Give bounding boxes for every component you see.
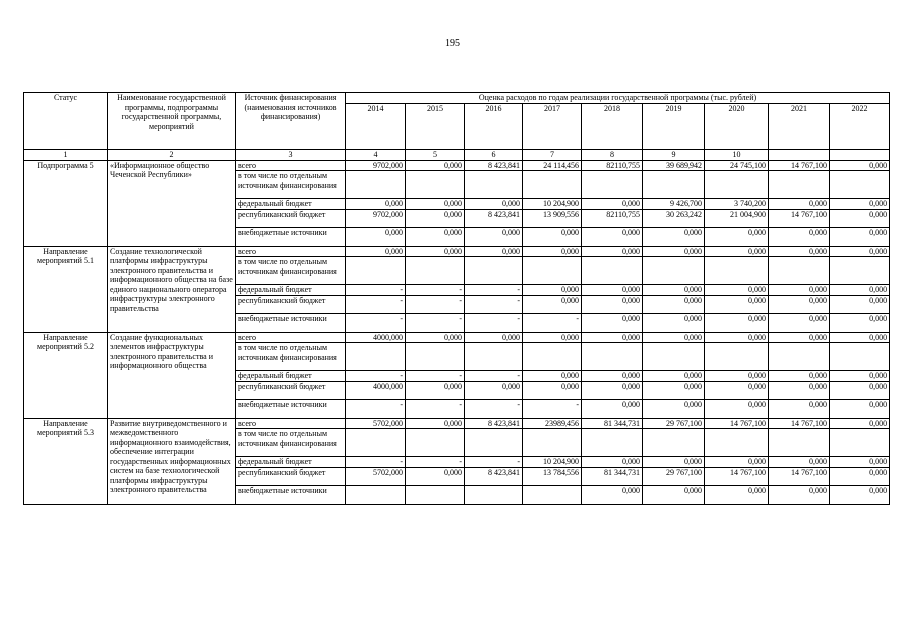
funding-source: в том числе по отдельным источникам финансирования [236,257,346,285]
amount-cell: 0,000 [465,199,523,210]
amount-cell: 0,000 [406,418,465,429]
amount-cell: 0,000 [830,160,890,171]
amount-cell: 0,000 [582,313,643,332]
amount-cell: 0,000 [830,418,890,429]
amount-cell [346,485,406,504]
amount-cell [769,343,830,371]
amount-cell [643,343,705,371]
amount-cell: 14 767,100 [769,160,830,171]
amount-cell: 0,000 [769,227,830,246]
funding-source: федеральный бюджет [236,199,346,210]
funding-source: всего [236,332,346,343]
amount-cell: - [346,399,406,418]
amount-cell: 0,000 [523,371,582,382]
amount-cell [582,257,643,285]
amount-cell [830,429,890,457]
table-row [24,418,890,429]
amount-cell: 3 740,200 [705,199,769,210]
amount-cell: - [465,285,523,296]
amount-cell: - [465,457,523,468]
amount-cell: 0,000 [406,381,465,399]
header-year: 2014 [346,103,406,150]
funding-source: республиканский бюджет [236,467,346,485]
column-number [769,150,830,161]
amount-cell [523,257,582,285]
amount-cell [643,429,705,457]
funding-source: в том числе по отдельным источникам финансирования [236,171,346,199]
amount-cell: 9702,000 [346,209,406,227]
amount-cell: 0,000 [523,332,582,343]
column-number: 8 [582,150,643,161]
amount-cell: - [465,313,523,332]
amount-cell: 13 784,556 [523,467,582,485]
amount-cell: 0,000 [643,332,705,343]
amount-cell: 0,000 [769,485,830,504]
header-year: 2019 [643,103,705,150]
amount-cell: 30 263,242 [643,209,705,227]
table-row [24,246,890,257]
amount-cell: - [465,399,523,418]
funding-source: внебюджетные источники [236,313,346,332]
amount-cell [465,485,523,504]
amount-cell: 23989,456 [523,418,582,429]
amount-cell: 0,000 [705,485,769,504]
amount-cell: 0,000 [769,313,830,332]
header-year: 2021 [769,103,830,150]
funding-source: федеральный бюджет [236,285,346,296]
amount-cell: 10 204,900 [523,457,582,468]
amount-cell: 0,000 [523,227,582,246]
amount-cell: 0,000 [769,399,830,418]
amount-cell: 0,000 [830,381,890,399]
amount-cell: 0,000 [830,295,890,313]
amount-cell: 4000,000 [346,381,406,399]
amount-cell: 9702,000 [346,160,406,171]
amount-cell: - [523,313,582,332]
amount-cell: 0,000 [705,295,769,313]
amount-cell: 0,000 [830,285,890,296]
header-year: 2020 [705,103,769,150]
amount-cell: 0,000 [705,246,769,257]
amount-cell: 5702,000 [346,418,406,429]
table-row [24,160,890,171]
amount-cell [582,171,643,199]
amount-cell: 0,000 [582,246,643,257]
header-status: Статус [24,93,108,150]
amount-cell: 81 344,731 [582,418,643,429]
amount-cell: 10 204,900 [523,199,582,210]
amount-cell: 0,000 [769,381,830,399]
amount-cell: 0,000 [465,381,523,399]
amount-cell: 0,000 [582,285,643,296]
amount-cell: 0,000 [465,246,523,257]
amount-cell: 0,000 [582,399,643,418]
section-name: Создание функциональных элементов инфраструктуры электронного правительства и информационного общества [108,332,236,418]
amount-cell: 0,000 [830,457,890,468]
header-year: 2022 [830,103,890,150]
amount-cell: - [346,371,406,382]
amount-cell: 0,000 [769,199,830,210]
section-name: Развитие внутриведомственного и межведомственного информационного взаимодействия, обеспечение интеграции государственных информационных систем на базе технологической платформы инфраструктуры электронного правительства [108,418,236,504]
amount-cell [346,171,406,199]
amount-cell: 0,000 [582,381,643,399]
section-status: Направление мероприятий 5.2 [24,332,108,418]
amount-cell [582,429,643,457]
amount-cell: 0,000 [705,399,769,418]
column-number: 10 [705,150,769,161]
header-year: 2017 [523,103,582,150]
funding-source: республиканский бюджет [236,381,346,399]
amount-cell: 0,000 [830,246,890,257]
amount-cell: - [406,313,465,332]
column-number: 7 [523,150,582,161]
amount-cell: 0,000 [769,332,830,343]
table-row [24,332,890,343]
funding-source: федеральный бюджет [236,371,346,382]
amount-cell: 0,000 [830,485,890,504]
amount-cell [769,257,830,285]
amount-cell [830,257,890,285]
amount-cell: 0,000 [582,227,643,246]
amount-cell: 82110,755 [582,160,643,171]
amount-cell: 24 114,456 [523,160,582,171]
amount-cell: 0,000 [830,209,890,227]
section-name: Создание технологической платформы инфраструктуры электронного правительства и информационного общества на базе единого национального оператора инфраструктуры электронного правительства [108,246,236,332]
amount-cell: 0,000 [406,199,465,210]
header-estimate: Оценка расходов по годам реализации государственной программы (тыс. рублей) [346,93,890,104]
amount-cell [465,429,523,457]
amount-cell: 14 767,100 [705,418,769,429]
column-number: 2 [108,150,236,161]
amount-cell: 0,000 [582,332,643,343]
amount-cell: 0,000 [705,332,769,343]
amount-cell: 0,000 [643,457,705,468]
amount-cell: 21 004,900 [705,209,769,227]
amount-cell: - [406,295,465,313]
amount-cell [346,429,406,457]
funding-source: в том числе по отдельным источникам финансирования [236,343,346,371]
section-status: Направление мероприятий 5.1 [24,246,108,332]
page-number: 195 [445,38,460,49]
amount-cell: 8 423,841 [465,467,523,485]
column-number: 4 [346,150,406,161]
amount-cell: 0,000 [643,295,705,313]
section-status: Направление мероприятий 5.3 [24,418,108,504]
amount-cell: 0,000 [643,246,705,257]
amount-cell [406,343,465,371]
amount-cell [406,429,465,457]
amount-cell [523,485,582,504]
header-year: 2018 [582,103,643,150]
funding-source: внебюджетные источники [236,227,346,246]
amount-cell: 0,000 [643,371,705,382]
amount-cell: 0,000 [830,399,890,418]
funding-source: внебюджетные источники [236,485,346,504]
amount-cell: 0,000 [643,313,705,332]
amount-cell: 8 423,841 [465,160,523,171]
amount-cell: 0,000 [830,371,890,382]
amount-cell [705,343,769,371]
column-number: 9 [643,150,705,161]
amount-cell: 9 426,700 [643,199,705,210]
amount-cell: 5702,000 [346,467,406,485]
amount-cell: 0,000 [769,371,830,382]
amount-cell [705,429,769,457]
amount-cell [582,343,643,371]
amount-cell [406,257,465,285]
amount-cell: 0,000 [406,227,465,246]
amount-cell: 0,000 [523,381,582,399]
amount-cell: 0,000 [346,199,406,210]
amount-cell [769,171,830,199]
amount-cell: 24 745,100 [705,160,769,171]
amount-cell: 0,000 [582,485,643,504]
amount-cell: 0,000 [465,227,523,246]
amount-cell: 0,000 [643,285,705,296]
amount-cell: 8 423,841 [465,209,523,227]
header-year: 2016 [465,103,523,150]
amount-cell: 14 767,100 [769,467,830,485]
amount-cell: 0,000 [523,246,582,257]
amount-cell: 0,000 [769,295,830,313]
amount-cell: 0,000 [406,209,465,227]
funding-source: всего [236,246,346,257]
amount-cell: - [346,313,406,332]
amount-cell [465,171,523,199]
amount-cell: - [346,285,406,296]
amount-cell: - [346,457,406,468]
amount-cell [406,171,465,199]
amount-cell: 0,000 [705,371,769,382]
amount-cell [523,429,582,457]
section-status: Подпрограмма 5 [24,160,108,246]
amount-cell: 81 344,731 [582,467,643,485]
column-number [830,150,890,161]
amount-cell: 0,000 [465,332,523,343]
amount-cell [705,257,769,285]
amount-cell: 0,000 [582,199,643,210]
amount-cell: 14 767,100 [769,209,830,227]
amount-cell: - [523,399,582,418]
header-year: 2015 [406,103,465,150]
amount-cell [346,343,406,371]
amount-cell: - [406,285,465,296]
amount-cell: 0,000 [705,285,769,296]
column-number: 3 [236,150,346,161]
amount-cell: 0,000 [406,467,465,485]
amount-cell: 0,000 [406,332,465,343]
funding-source: в том числе по отдельным источникам финансирования [236,429,346,457]
amount-cell: 0,000 [346,246,406,257]
amount-cell: 29 767,100 [643,467,705,485]
amount-cell [643,171,705,199]
amount-cell: 14 767,100 [705,467,769,485]
amount-cell: 0,000 [769,246,830,257]
funding-source: всего [236,418,346,429]
amount-cell: 0,000 [705,457,769,468]
amount-cell: 0,000 [406,160,465,171]
amount-cell: 0,000 [523,295,582,313]
amount-cell [406,485,465,504]
amount-cell: 0,000 [643,485,705,504]
section-name: «Информационное общество Чеченской Республики» [108,160,236,246]
funding-source: всего [236,160,346,171]
amount-cell [769,429,830,457]
amount-cell: 29 767,100 [643,418,705,429]
amount-cell: 0,000 [705,381,769,399]
amount-cell: 0,000 [582,371,643,382]
amount-cell: 0,000 [643,399,705,418]
funding-source: республиканский бюджет [236,209,346,227]
amount-cell: - [406,371,465,382]
amount-cell: 0,000 [830,227,890,246]
amount-cell [830,343,890,371]
amount-cell: 0,000 [523,285,582,296]
amount-cell: 0,000 [705,227,769,246]
amount-cell: 0,000 [705,313,769,332]
amount-cell: 39 689,942 [643,160,705,171]
amount-cell: 0,000 [582,457,643,468]
amount-cell [705,171,769,199]
amount-cell: 0,000 [830,313,890,332]
funding-source: республиканский бюджет [236,295,346,313]
amount-cell: 0,000 [769,457,830,468]
amount-cell: 0,000 [830,332,890,343]
column-number: 1 [24,150,108,161]
funding-source: внебюджетные источники [236,399,346,418]
amount-cell: 0,000 [406,246,465,257]
amount-cell [465,343,523,371]
amount-cell [523,171,582,199]
amount-cell: 0,000 [769,285,830,296]
amount-cell: 0,000 [346,227,406,246]
funding-source: федеральный бюджет [236,457,346,468]
amount-cell [346,257,406,285]
amount-cell: 4000,000 [346,332,406,343]
amount-cell: - [465,295,523,313]
amount-cell [465,257,523,285]
budget-table [23,92,890,505]
amount-cell [830,171,890,199]
amount-cell: 13 909,556 [523,209,582,227]
amount-cell: 14 767,100 [769,418,830,429]
amount-cell: - [465,371,523,382]
header-name: Наименование государственной программы, подпрограммы государственной программы, мероприятий [108,93,236,150]
column-number: 6 [465,150,523,161]
amount-cell: - [406,457,465,468]
amount-cell: 0,000 [830,467,890,485]
amount-cell: 0,000 [582,295,643,313]
amount-cell: 8 423,841 [465,418,523,429]
header-source: Источник финансирования (наименования источников финансирования) [236,93,346,150]
amount-cell: 0,000 [643,227,705,246]
amount-cell: 0,000 [643,381,705,399]
column-number: 5 [406,150,465,161]
amount-cell: 82110,755 [582,209,643,227]
amount-cell: - [346,295,406,313]
amount-cell [643,257,705,285]
amount-cell [523,343,582,371]
amount-cell: 0,000 [830,199,890,210]
amount-cell: - [406,399,465,418]
